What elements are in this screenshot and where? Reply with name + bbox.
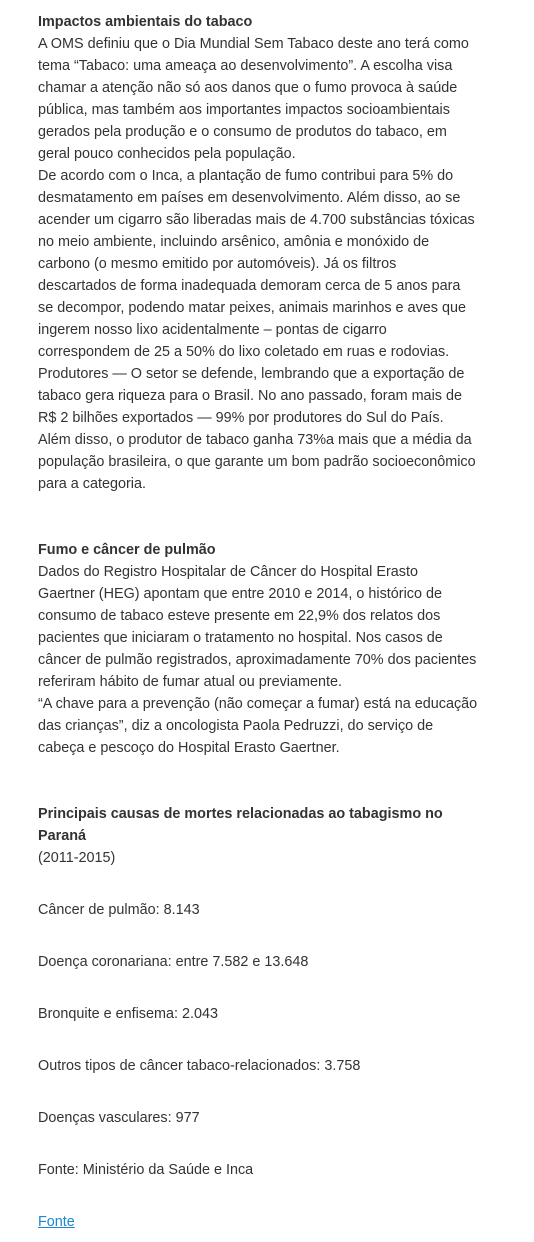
section-heading: Principais causas de mortes relacionadas ao tabagismo no Paraná <box>38 806 443 844</box>
list-item: Bronquite e enfisema: 2.043 <box>38 1006 219 1022</box>
section-heading: Impactos ambientais do tabaco <box>38 14 253 30</box>
paragraph: Dados do Registro Hospitalar de Câncer do Hospital Erasto Gaertner (HEG) apontam que entre 2010 e 2014, o histórico de consumo de tabaco esteve presente em 22,9% dos relatos dos pacientes que iniciaram o tratamento no hospital. Nos casos de câncer de pulmão registrados, aproximadamente 70% dos pacientes referiram hábito de fumar atual ou previamente. <box>38 564 477 690</box>
source-link[interactable]: Fonte <box>38 1214 75 1230</box>
paragraph: Produtores — O setor se defende, lembrando que a exportação de tabaco gera riqueza para o Brasil. No ano passado, foram mais de R$ 2 bilhões exportados — 99% por produtores do Sul do País. Além disso, o produtor de tabaco ganha 73%a mais que a média da população brasileira, o que garante um bom padrão socioeconômico para a categoria. <box>38 366 476 492</box>
paragraph: De acordo com o Inca, a plantação de fumo contribui para 5% do desmatamento em países em desenvolvimento. Além disso, ao se acender um cigarro são liberadas mais de 4.700 substâncias tóxicas no meio ambiente, incluindo arsênico, amônia e monóxido de carbono (o mesmo emitido por automóveis). Já os filtros descartados de forma inadequada demoram cerca de 5 anos para se decompor, podendo matar peixes, animais marinhos e aves que ingerem nosso lixo acidentalmente – pontas de cigarro correspondem de 25 a 50% do lixo coletado em ruas e rodovias. <box>38 168 475 360</box>
spacer <box>38 869 478 899</box>
spacer <box>38 921 478 951</box>
list-item: Câncer de pulmão: 8.143 <box>38 902 200 918</box>
spacer <box>38 495 478 517</box>
spacer <box>38 1077 478 1107</box>
list-item: Outros tipos de câncer tabaco-relacionados: 3.758 <box>38 1058 361 1074</box>
spacer <box>38 759 478 781</box>
section-heading: Fumo e câncer de pulmão <box>38 542 216 558</box>
section-death-causes <box>38 803 478 1233</box>
paragraph: A OMS definiu que o Dia Mundial Sem Tabaco deste ano terá como tema “Tabaco: uma ameaça ao desenvolvimento”. A escolha visa chamar a atenção não só aos danos que o fumo provoca à saúde pública, mas também aos importantes impactos socioambientais gerados pela produção e o consumo de produtos do tabaco, em geral pouco conhecidos pela população. <box>38 36 469 162</box>
source-note: Fonte: Ministério da Saúde e Inca <box>38 1162 254 1178</box>
spacer <box>38 1181 478 1211</box>
spacer <box>38 781 478 803</box>
list-item: Doença coronariana: entre 7.582 e 13.648 <box>38 954 309 970</box>
list-item: Doenças vasculares: 977 <box>38 1110 200 1126</box>
section-environmental-impacts <box>38 11 478 495</box>
spacer <box>38 517 478 539</box>
spacer <box>38 1025 478 1055</box>
section-lung-cancer <box>38 539 478 759</box>
article-body <box>38 11 478 1233</box>
spacer <box>38 1129 478 1159</box>
paragraph: “A chave para a prevenção (não começar a fumar) está na educação das crianças”, diz a oncologista Paola Pedruzzi, do serviço de cabeça e pescoço do Hospital Erasto Gaertner. <box>38 696 478 756</box>
period-label: (2011-2015) <box>38 850 116 866</box>
spacer <box>38 973 478 1003</box>
